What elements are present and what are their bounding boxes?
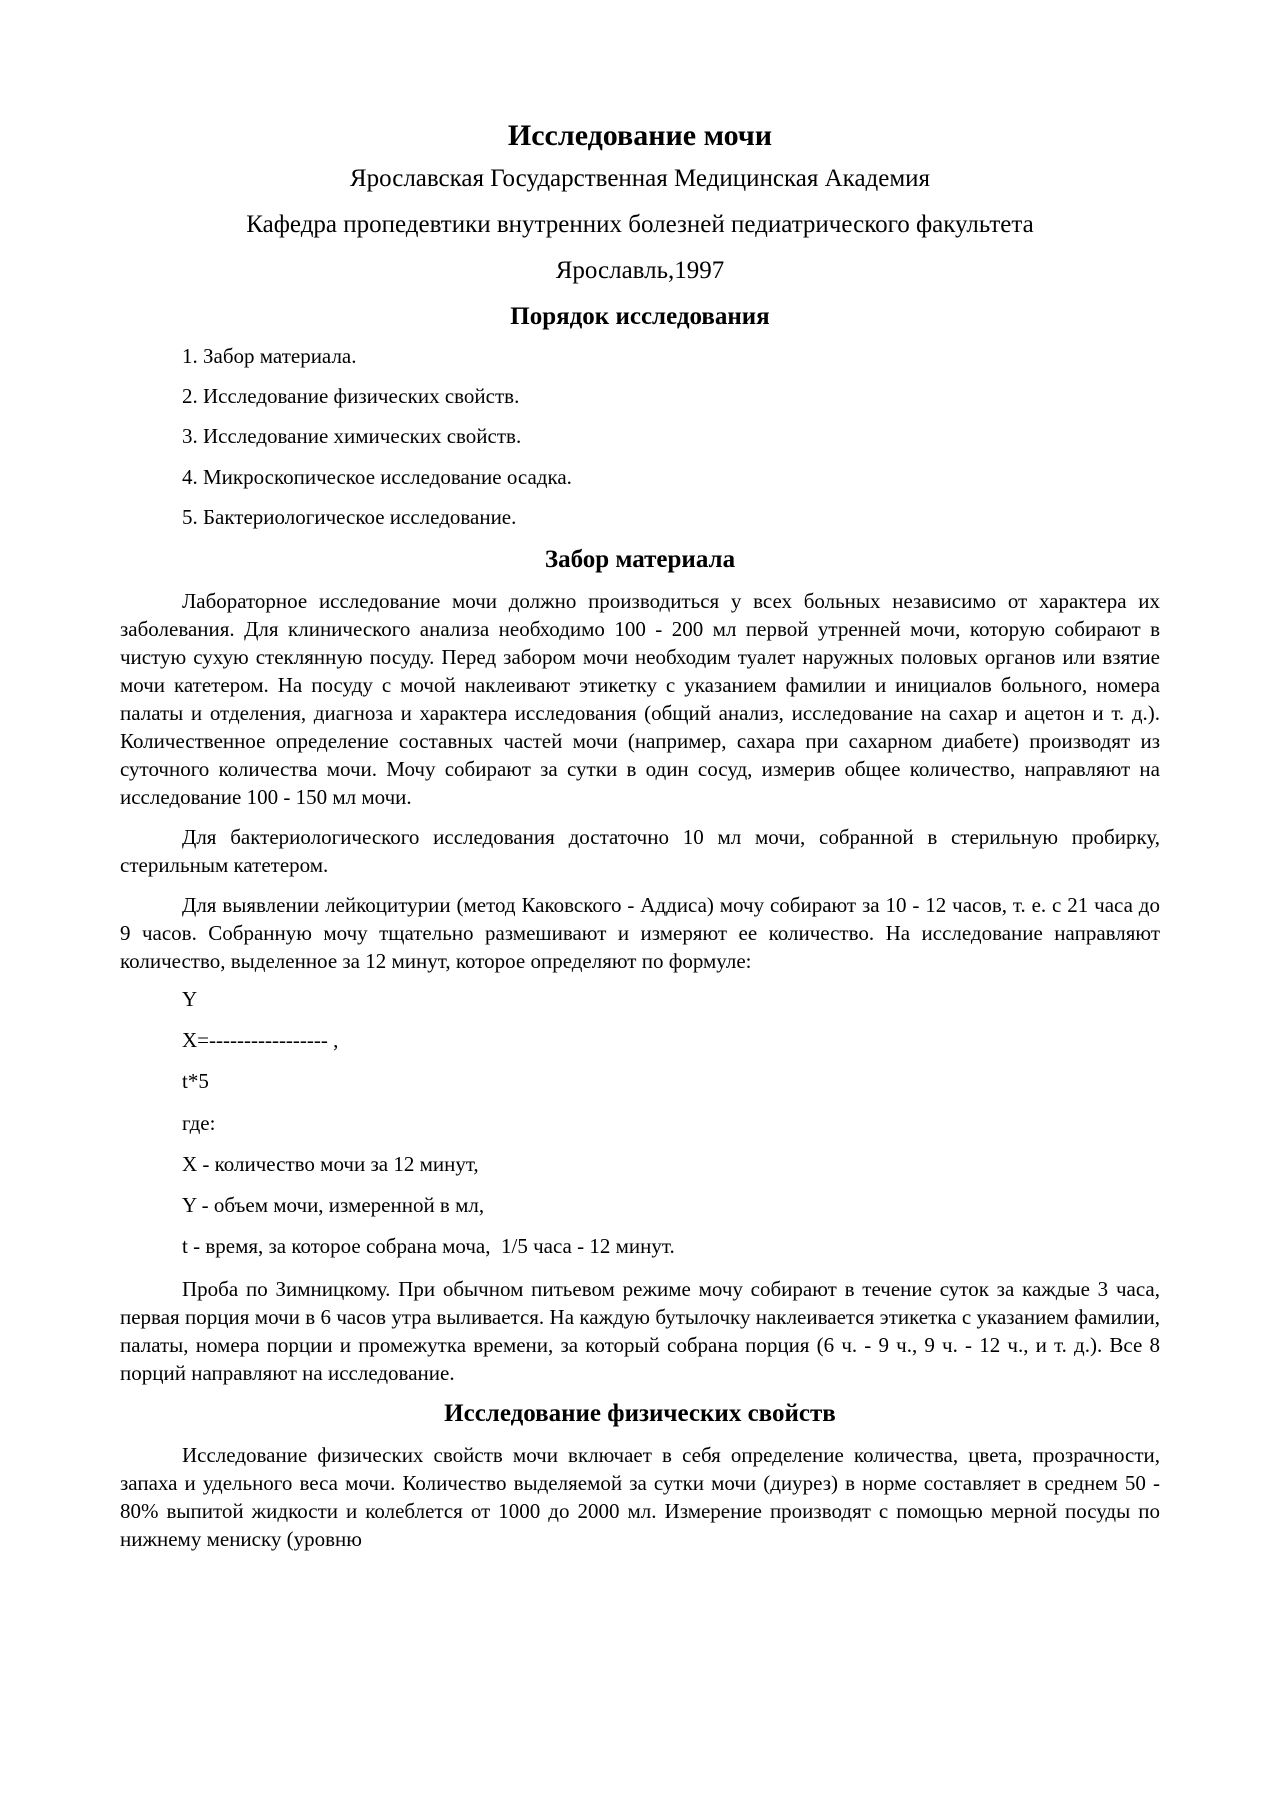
list-item: 4. Микроскопическое исследование осадка.: [182, 464, 572, 489]
department-name: Кафедра пропедевтики внутренних болезней педиатрического факультета: [246, 211, 1034, 238]
list-item: 5. Бактериологическое исследование.: [182, 504, 517, 529]
paragraph: Лабораторное исследование мочи должно производиться у всех больных независимо от характера их заболевания. Для клинического анализа необходимо 100 - 200 мл первой утренней мочи, которую собирают в чистую сухую стеклянную посуду. Перед забором мочи необходим туалет наружных половых органов или взятие мочи катетером. На посуду с мочой наклеивают этикетку с указанием фамилии и инициалов больного, номера палаты и отделения, диагноза и характера исследования (общий анализ, исследование на сахар и ацетон и т. д.). Количественное определение составных частей мочи (например, сахара при сахарном диабете) производят из суточного количества мочи. Мочу собирают за сутки в один сосуд, измерив общее количество, направляют на исследование 100 - 150 мл мочи.: [120, 588, 1160, 809]
document-title: Исследование мочи: [507, 119, 773, 152]
paragraph: Для выявлении лейкоцитурии (метод Каковского - Аддиса) мочу собирают за 10 - 12 часов, т. е. с 21 часа до 9 часов. Собранную мочу тщательно размешивают и измеряют ее количество. На исследование направляют количество, выделенное за 12 минут, которое определяют по формуле:: [120, 892, 1160, 973]
formula-line: Y - объем мочи, измеренной в мл,: [182, 1192, 485, 1217]
formula-line: t - время, за которое собрана моча, 1/5 часа - 12 минут.: [182, 1234, 675, 1259]
order-list: [120, 344, 1160, 530]
section-heading-order: Порядок исследования: [510, 303, 770, 330]
formula-line: t*5: [182, 1069, 209, 1094]
list-item: 2. Исследование физических свойств.: [182, 384, 520, 409]
list-item: 3. Исследование химических свойств.: [182, 424, 522, 449]
section-heading-physical: Исследование физических свойств: [444, 1400, 836, 1428]
formula-block: [120, 987, 1160, 1259]
formula-line: где:: [182, 1110, 216, 1135]
paragraph: Проба по Зимницкому. При обычном питьевом режиме мочу собирают в течение суток за каждые 3 часа, первая порция мочи в 6 часов утра выливается. На каждую бутылочку наклеивается этикетка с указанием фамилии, палаты, номера порции и промежутка времени, за который собрана порция (6 ч. - 9 ч., 9 ч. - 12 ч., и т. д.). Все 8 порций направляют на исследование.: [120, 1277, 1160, 1386]
paragraph: Исследование физических свойств мочи включает в себя определение количества, цвета, прозрачности, запаха и удельного веса мочи. Количество выделяемой за сутки мочи (диурез) в норме составляет в среднем 50 - 80% выпитой жидкости и колеблется от 1000 до 2000 мл. Измерение производят с помощью мерной посуды по нижнему мениску (уровню: [120, 1443, 1160, 1552]
city-year: Ярославль,1997: [555, 257, 725, 284]
section-heading-collection: Забор материала: [544, 545, 736, 573]
formula-line: X - количество мочи за 12 минут,: [182, 1151, 479, 1176]
formula-line: X=----------------- ,: [182, 1028, 339, 1053]
list-item: 1. Забор материала.: [182, 344, 357, 368]
document-page: [120, 118, 1160, 1553]
institution-name: Ярославская Государственная Медицинская Академия: [349, 165, 931, 192]
paragraph: Для бактериологического исследования достаточно 10 мл мочи, собранной в стерильную пробирку, стерильным катетером.: [120, 824, 1160, 877]
formula-line: Y: [182, 986, 198, 1011]
